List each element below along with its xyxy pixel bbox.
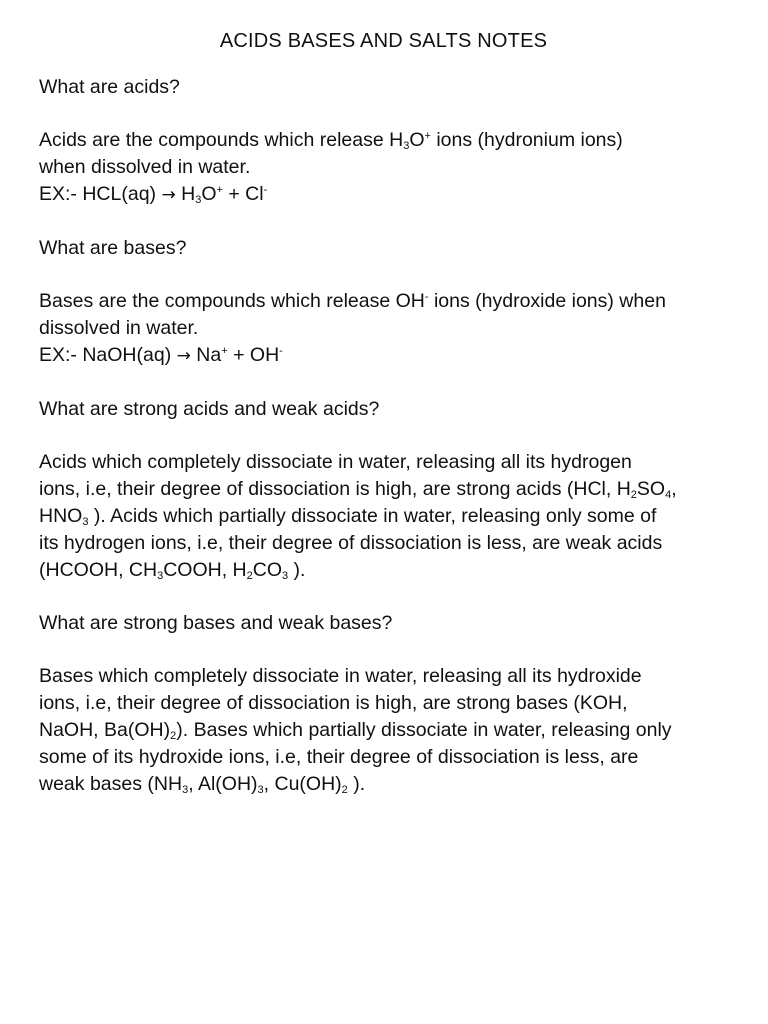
paragraph-line: $HNO_3$ ). Acids which partially dissociate in water, releasing only some of [39,505,657,528]
right-arrow-icon: → [161,185,176,205]
paragraph-line: some of its hydroxide ions, i.e, their degree of dissociation is less, are [39,746,639,768]
paragraph-line: weak bases ($NH_3$, $Al(OH)_3$, $Cu(OH)_2$ ). [39,773,366,796]
definition-bases-line-1: Bases are the compounds which release OH- ions (hydroxide ions) when [39,290,666,312]
paragraph-line: Bases which completely dissociate in water, releasing all its hydroxide [39,665,642,687]
example-acids: EX:- $HCL(aq) \to H_3O^+ + Cl^-$ [39,183,268,206]
definition-bases-line-2: dissolved in water. [39,317,199,339]
example-bases: EX:- NaOH(aq) → Na+ + OH- [39,344,283,366]
question-strong-weak-acids: What are strong acids and weak acids? [39,398,380,420]
paragraph-line: ions, i.e, their degree of dissociation is high, are strong acids (HCl, $H_2SO_4$, [39,478,677,501]
question-strong-weak-bases: What are strong bases and weak bases? [39,612,393,634]
paragraph-line: Acids which completely dissociate in water, releasing all its hydrogen [39,451,632,473]
paragraph-line: ions, i.e, their degree of dissociation is high, are strong bases (KOH, [39,692,628,714]
paragraph-line: its hydrogen ions, i.e, their degree of dissociation is less, are weak acids [39,532,663,554]
page-title: ACIDS BASES AND SALTS NOTES [219,30,548,52]
question-acids: What are acids? [39,76,180,98]
paragraph-strong-weak-bases [39,663,728,798]
paragraph-strong-weak-acids [39,449,728,584]
definition-bases [39,288,728,370]
definition-acids [39,127,728,209]
definition-acids-line-2: when dissolved in water. [39,156,251,178]
definition-acids-line-1: Acids are the compounds which release $H_3O^+$ ions (hydronium ions) [39,129,623,152]
paragraph-line: (HCOOH, $CH_3COOH$, $H_2CO_3$ ). [39,559,306,582]
question-bases: What are bases? [39,237,187,259]
right-arrow-icon: → [176,346,191,366]
paragraph-line: NaOH, $Ba(OH)_2$). Bases which partially dissociate in water, releasing only [39,719,672,742]
